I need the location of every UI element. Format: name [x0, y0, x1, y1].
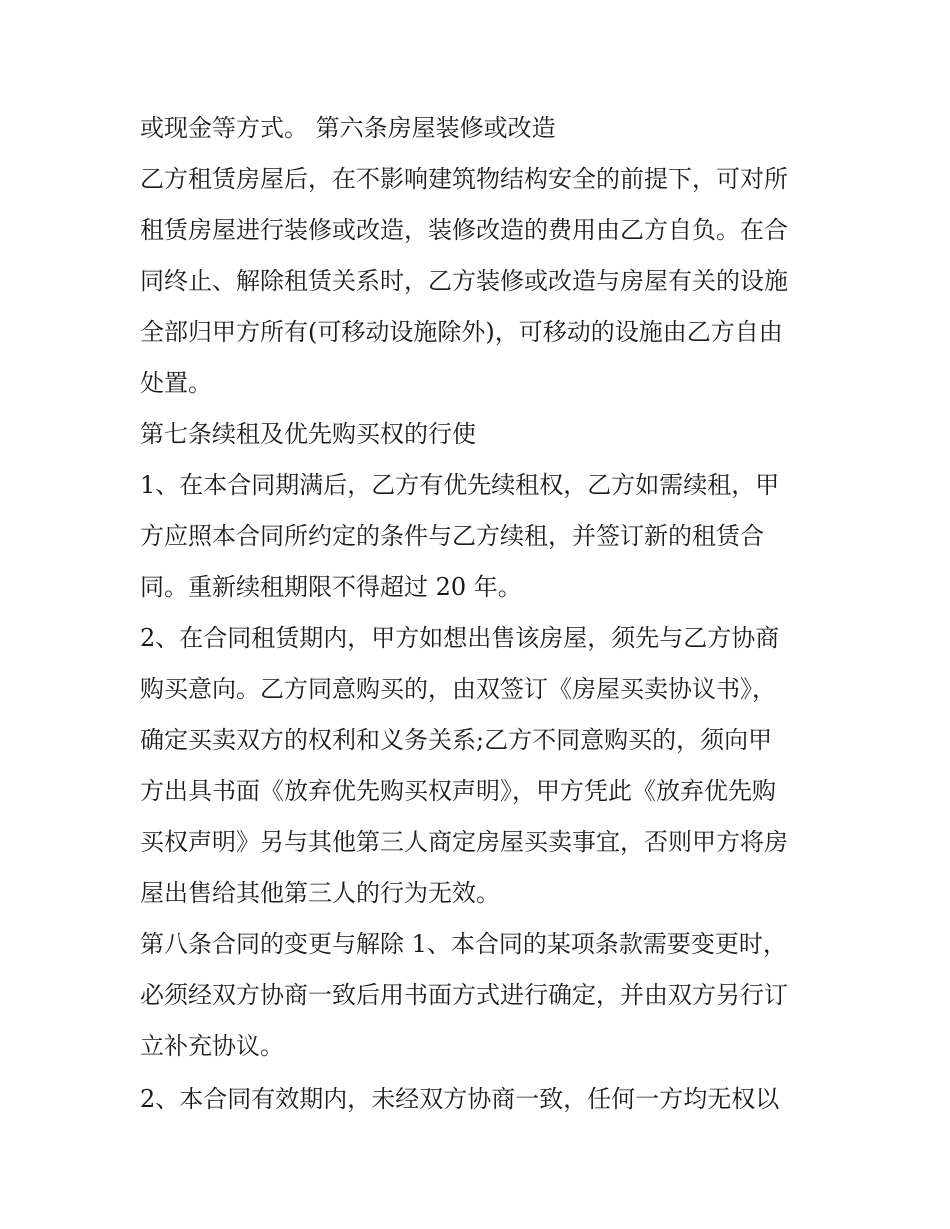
- text-line: 乙方租赁房屋后，在不影响建筑物结构安全的前提下，可对所: [140, 165, 788, 193]
- text-line: 同。重新续租期限不得超过 20 年。: [140, 573, 522, 601]
- contract-text: [140, 103, 820, 1125]
- text-line: 必须经双方协商一致后用书面方式进行确定，并由双方另行订: [140, 981, 788, 1009]
- text-line: 全部归甲方所有(可移动设施除外)，可移动的设施由乙方自由: [140, 318, 783, 346]
- text-line: 2、在合同租赁期内，甲方如想出售该房屋，须先与乙方协商: [140, 624, 780, 652]
- section-heading: 第八条合同的变更与解除 1、本合同的某项条款需要变更时，: [140, 930, 787, 958]
- text-line: 立补充协议。: [140, 1032, 284, 1060]
- text-line: 处置。: [140, 369, 212, 397]
- section-heading: 第七条续租及优先购买权的行使: [140, 420, 476, 448]
- text-line: 2、本合同有效期内，未经双方协商一致，任何一方均无权以: [140, 1085, 780, 1113]
- text-line: 购买意向。乙方同意购买的，由双签订《房屋买卖协议书》，: [140, 675, 776, 703]
- text-line: 租赁房屋进行装修或改造，装修改造的费用由乙方自负。在合: [140, 216, 788, 244]
- text-line: 买权声明》另与其他第三人商定房屋买卖事宜，否则甲方将房: [140, 828, 788, 856]
- text-line: 屋出售给其他第三人的行为无效。: [140, 879, 500, 907]
- text-line: 或现金等方式。 第六条房屋装修或改造: [140, 114, 556, 142]
- text-line: 确定买卖双方的权利和义务关系;乙方不同意购买的，须向甲: [140, 726, 773, 754]
- text-line: 方应照本合同所约定的条件与乙方续租，并签订新的租赁合: [140, 522, 764, 550]
- text-line: 1、在本合同期满后，乙方有优先续租权，乙方如需续租，甲: [140, 471, 780, 499]
- text-line: 方出具书面《放弃优先购买权声明》，甲方凭此《放弃优先购: [140, 777, 776, 805]
- text-line: 同终止、解除租赁关系时，乙方装修或改造与房屋有关的设施: [140, 267, 788, 295]
